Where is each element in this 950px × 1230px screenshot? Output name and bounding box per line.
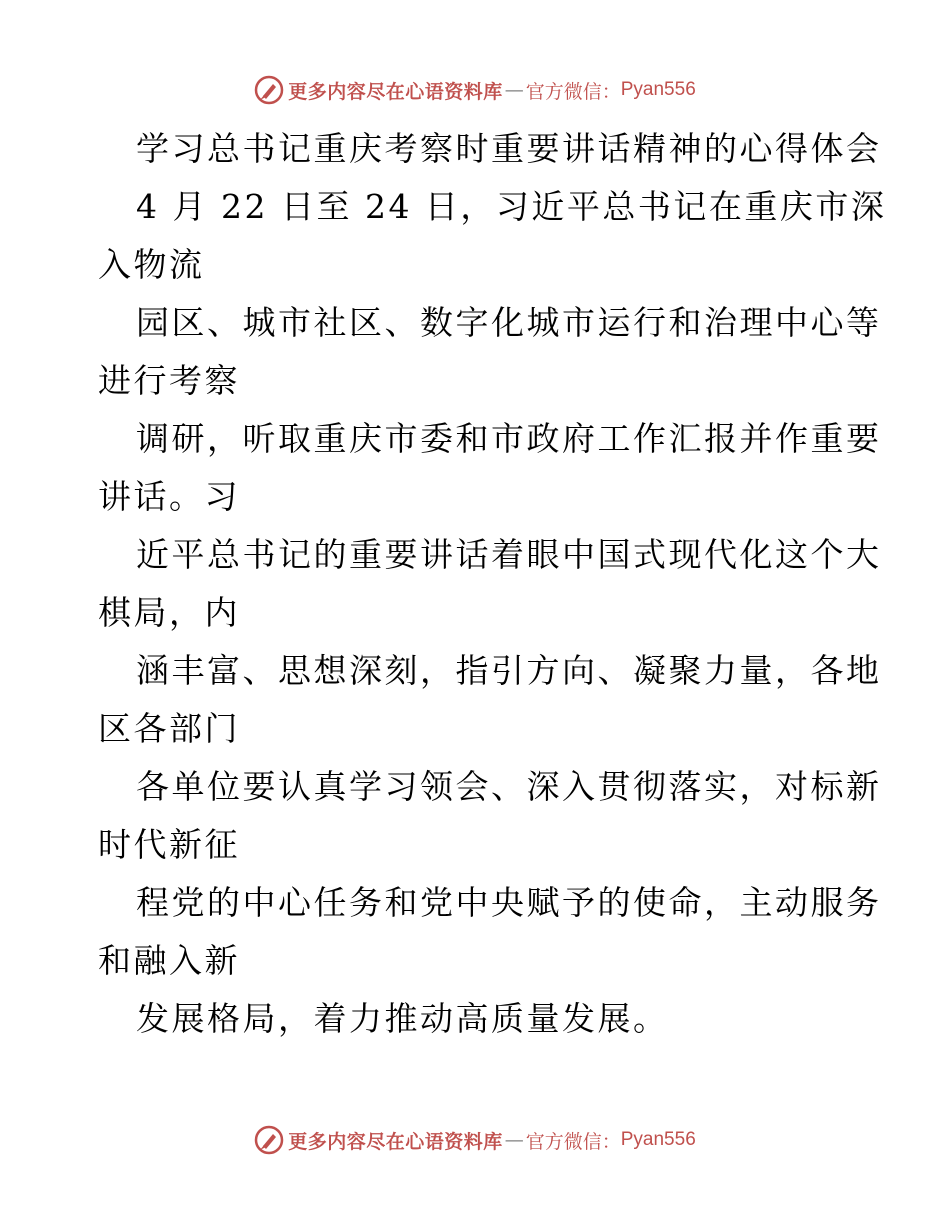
document-line: 近平总书记的重要讲话着眼中国式现代化这个大: [136, 535, 882, 574]
watermark-dash: —: [504, 79, 524, 101]
document-line: 入物流: [98, 245, 205, 284]
document-line: 4 月 22 日至 24 日，习近平总书记在重庆市深: [136, 187, 887, 226]
pen-logo-icon: [254, 1125, 284, 1155]
document-line: 各单位要认真学习领会、深入贯彻落实，对标新: [136, 767, 882, 806]
document-line: 区各部门: [98, 709, 240, 748]
watermark-text: 更多内容尽在心语资料库: [288, 80, 503, 103]
document-line: 程党的中心任务和党中央赋予的使命，主动服务: [136, 883, 882, 922]
document-line: 涵丰富、思想深刻，指引方向、凝聚力量，各地: [136, 651, 882, 690]
watermark-label: 官方微信：: [525, 1130, 621, 1153]
pen-logo-icon: [254, 75, 284, 105]
document-line: 调研，听取重庆市委和市政府工作汇报并作重要: [136, 419, 882, 458]
document-line: 棋局，内: [98, 593, 240, 632]
watermark-header: [0, 72, 950, 108]
document-line: 园区、城市社区、数字化城市运行和治理中心等: [136, 303, 882, 342]
watermark-text: 更多内容尽在心语资料库: [288, 1130, 503, 1153]
document-body: [98, 120, 887, 1048]
watermark-id: Pyan556: [620, 1129, 696, 1150]
watermark-footer: [0, 1122, 950, 1158]
watermark-dash: —: [504, 1129, 524, 1151]
document-line: 学习总书记重庆考察时重要讲话精神的心得体会: [136, 129, 882, 168]
watermark-label: 官方微信：: [525, 80, 621, 103]
document-line: 进行考察: [98, 361, 240, 400]
document-line: 发展格局，着力推动高质量发展。: [136, 999, 669, 1038]
watermark-id: Pyan556: [620, 79, 696, 100]
document-line: 讲话。习: [98, 477, 240, 516]
document-line: 和融入新: [98, 941, 240, 980]
document-line: 时代新征: [98, 825, 240, 864]
